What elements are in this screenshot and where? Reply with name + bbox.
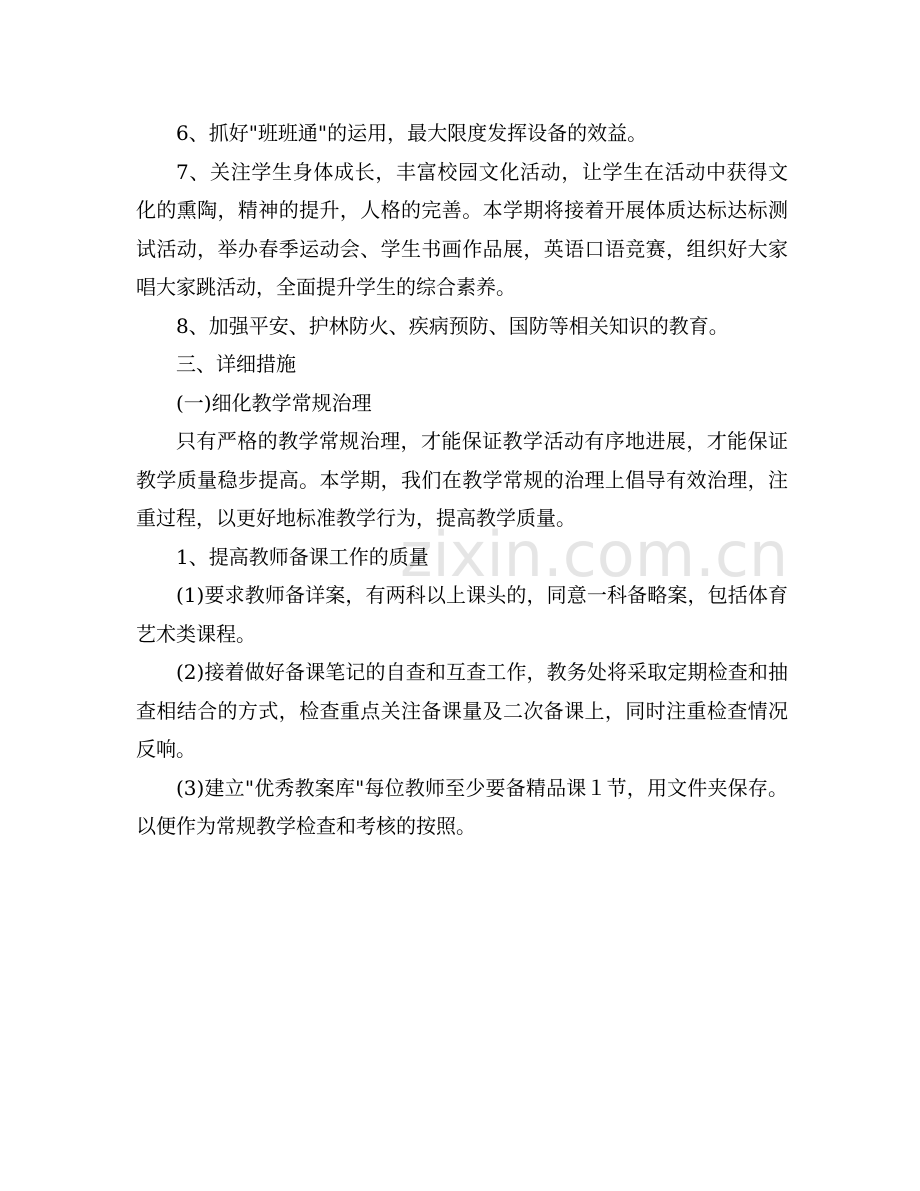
paragraph-routine-intro: 只有严格的教学常规治理，才能保证教学活动有序地进展，才能保证教学质量稳步提高。本学期，我们在教学常规的治理上倡导有效治理，注重过程，以更好地标准教学行为，提高教学质量。 (136, 429, 788, 530)
item-heading-lesson-prep: 1、提高教师备课工作的质量 (176, 544, 429, 569)
sub-item-2: (2)接着做好备课笔记的自查和互查工作，教务处将采取定期检查和抽查相结合的方式，检查重点关注备课量及二次备课上，同时注重检查情况反响。 (136, 660, 788, 761)
paragraph-item-6: 6、抓好"班班通"的运用，最大限度发挥设备的效益。 (176, 121, 648, 145)
watermark: zixin.com.cn (400, 518, 789, 591)
subsection-heading-routine: (一)细化教学常规治理 (176, 390, 372, 415)
paragraph-item-8: 8、加强平安、护林防火、疾病预防、国防等相关知识的教育。 (176, 313, 729, 338)
section-heading-measures: 三、详细措施 (176, 352, 296, 376)
sub-item-3: (3)建立"优秀教案库"每位教师至少要备精品课１节，用文件夹保存。以便作为常规教学检查和考核的按照。 (136, 775, 788, 838)
paragraph-item-7: 7、关注学生身体成长，丰富校园文化活动，让学生在活动中获得文化的熏陶，精神的提升，人格的完善。本学期将接着开展体质达标达标测试活动，举办春季运动会、学生书画作品展，英语口语竞赛，组织好大家唱大家跳活动，全面提升学生的综合素养。 (136, 159, 788, 299)
sub-item-1: (1)要求教师备详案，有两科以上课头的，同意一科备略案，包括体育艺术类课程。 (136, 583, 788, 646)
document-body (136, 114, 788, 846)
